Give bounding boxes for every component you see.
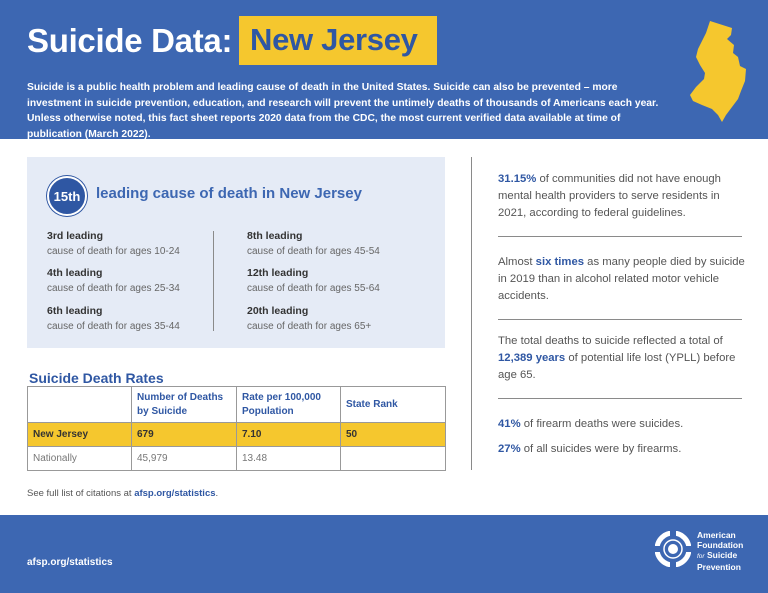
stat-item xyxy=(498,171,746,222)
cause-rank: 6th leading xyxy=(47,305,103,317)
stat-divider xyxy=(498,398,742,399)
cause-detail: cause of death for ages 35-44 xyxy=(47,321,180,332)
org-name-line: Foundation xyxy=(697,540,744,550)
stat-text: as many people died by suicide in 2019 than in alcohol related motor vehicle accidents. xyxy=(498,256,745,302)
org-name-line: Prevention xyxy=(697,562,741,572)
stat-text: of potential life lost (YPLL) before age 65. xyxy=(498,352,736,381)
table-cell: Nationally xyxy=(28,447,132,471)
org-name-word: Suicide xyxy=(706,550,738,560)
stat-item xyxy=(498,254,746,305)
stat-highlight: 41% xyxy=(498,418,521,430)
panel-divider xyxy=(213,231,214,331)
footer-link[interactable]: afsp.org/statistics xyxy=(27,557,113,568)
column-divider xyxy=(471,157,472,470)
org-logo-text xyxy=(697,530,743,572)
table-row xyxy=(28,447,446,471)
rank-label: leading cause of death in New Jersey xyxy=(96,185,362,202)
stat-before: Almost xyxy=(498,256,536,268)
org-name-line xyxy=(697,550,743,562)
table-cell: 45,979 xyxy=(132,447,237,471)
stat-text: of firearm deaths were suicides. xyxy=(520,418,684,430)
table-row xyxy=(28,423,446,447)
state-name: New Jersey xyxy=(250,22,418,57)
org-name-for: for xyxy=(697,553,705,560)
citation-note xyxy=(27,488,218,499)
citation-prefix: See full list of citations at xyxy=(27,488,135,499)
cause-item xyxy=(47,305,180,332)
stat-before: The total deaths to suicide reflected a total of xyxy=(498,335,723,347)
table-cell: 7.10 xyxy=(237,423,341,447)
org-name-line: American xyxy=(697,530,736,540)
stat-item xyxy=(498,441,746,458)
table-cell xyxy=(341,447,446,471)
table-cell: 679 xyxy=(132,423,237,447)
cause-detail: cause of death for ages 25-34 xyxy=(47,283,180,294)
cause-detail: cause of death for ages 45-54 xyxy=(247,246,380,257)
table-header-cell: Number of Deaths by Suicide xyxy=(132,387,237,423)
stat-text: of all suicides were by firearms. xyxy=(520,443,682,455)
stat-highlight: six times xyxy=(535,256,585,268)
cause-detail: cause of death for ages 65+ xyxy=(247,321,372,332)
stat-highlight: 27% xyxy=(498,443,521,455)
citation-link[interactable]: afsp.org/statistics xyxy=(134,488,216,499)
cause-rank: 8th leading xyxy=(247,230,303,242)
table-header-cell: Rate per 100,000 Population xyxy=(237,387,341,423)
new-jersey-map-icon xyxy=(688,19,748,124)
table-cell: 50 xyxy=(341,423,446,447)
table-header-cell xyxy=(28,387,132,423)
stat-divider xyxy=(498,319,742,320)
cause-rank: 12th leading xyxy=(247,267,309,279)
cause-item xyxy=(247,230,380,257)
stat-item xyxy=(498,333,746,384)
page-title: Suicide Data: xyxy=(27,22,233,59)
cause-rank: 4th leading xyxy=(47,267,103,279)
stat-text: of communities did not have enough mental health providers to serve residents in 2021, according to federal guidelines. xyxy=(498,173,721,219)
table-header-cell: State Rank xyxy=(341,387,446,423)
rates-table xyxy=(27,386,446,471)
rates-table-title: Suicide Death Rates xyxy=(29,370,164,386)
stat-item xyxy=(498,416,746,433)
rank-badge: 15th xyxy=(47,176,87,216)
cause-detail: cause of death for ages 55-64 xyxy=(247,283,380,294)
cause-detail: cause of death for ages 10-24 xyxy=(47,246,180,257)
footer-banner xyxy=(0,515,768,593)
cause-item xyxy=(247,267,380,294)
citation-suffix: . xyxy=(215,488,219,499)
cause-item xyxy=(47,267,180,294)
intro-text: Suicide is a public health problem and leading cause of death in the United States. Suicide can also be prevented – more investment in suicide prevention, education, and research will prevent the untimely deaths of thousands of Americans each year. Unless otherwise noted, this fact sheet reports 2020 data from the CDC, the most current verified data available at time of publication (March 2022). xyxy=(27,82,659,140)
table-cell: 13.48 xyxy=(237,447,341,471)
table-header-row xyxy=(28,387,446,423)
stat-divider xyxy=(498,236,742,237)
stat-highlight: 31.15% xyxy=(498,173,537,185)
cause-rank: 3rd leading xyxy=(47,230,104,242)
cause-item xyxy=(47,230,180,257)
cause-rank: 20th leading xyxy=(247,305,309,317)
cause-item xyxy=(247,305,371,332)
life-ring-logo-icon xyxy=(655,531,691,567)
table-cell: New Jersey xyxy=(28,423,132,447)
stat-highlight: 12,389 years xyxy=(498,352,566,364)
